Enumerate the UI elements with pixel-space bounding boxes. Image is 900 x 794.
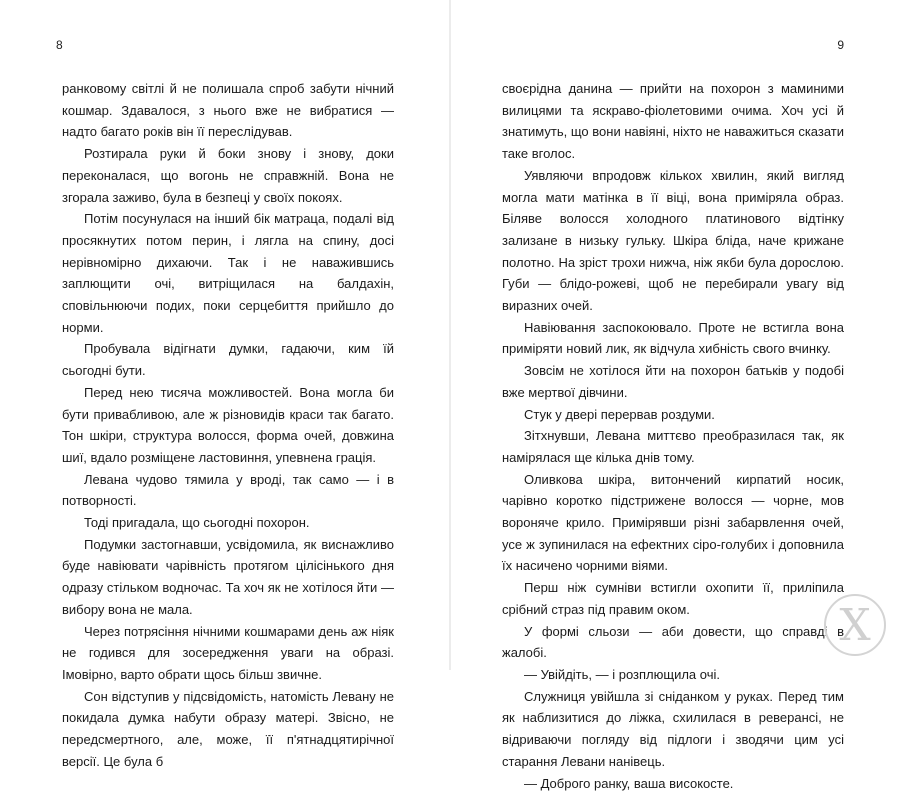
page-number-right: 9 — [837, 38, 844, 52]
paragraph: — Доброго ранку, ваша високосте. — [502, 773, 844, 794]
paragraph: ранковому світлі й не полишала спроб забути нічний кошмар. Здавалося, з нього вже не вибратися — надто багато років він її переслідував. — [62, 78, 394, 143]
publisher-logo-icon — [824, 594, 886, 656]
paragraph: Подумки застогнавши, усвідомила, як виснажливо буде навіювати чарівність протягом цілісінького дня одразу стільком водночас. Та хоч як не хотілося йти — вибору вона не мала. — [62, 534, 394, 621]
paragraph: Розтирала руки й боки знову і знову, доки переконалася, що вогонь не справжній. Вона не згорала заживо, була в безпеці у своїх покоях. — [62, 143, 394, 208]
paragraph: — Увійдіть, — і розплющила очі. — [502, 664, 844, 686]
left-page-text — [62, 78, 394, 773]
paragraph: Навіювання заспокоювало. Проте не встигла вона приміряти новий лик, як відчула хибність свого вчинку. — [502, 317, 844, 360]
paragraph: У формі сльози — аби довести, що справді в жалобі. — [502, 621, 844, 664]
page-number-left: 8 — [56, 38, 63, 52]
paragraph: Перед нею тисяча можливостей. Вона могла би бути привабливою, але ж різновидів краси так багато. Тон шкіри, структура волосся, форма очей, довжина шиї, вдало розміщене ластовиння, упевнена грація. — [62, 382, 394, 469]
paragraph: Сон відступив у підсвідомість, натомість Левану не покидала думка набути образу матері. Звісно, не передсмертного, але, може, її п'ятнадцятирічної версії. Це була б — [62, 686, 394, 773]
paragraph: Уявляючи впродовж кількох хвилин, який вигляд могла мати матінка в її віці, вона приміряла образ. Біляве волосся холодного платинового відтінку зализане в низьку гульку. Шкіра бліда, наче крижане полотно. На зріст трохи нижча, ніж якби була дорослою. Губи — блідо-рожеві, щоб не перебирали увагу від виразних очей. — [502, 165, 844, 317]
watermark-letter: Х — [839, 600, 870, 651]
paragraph: Оливкова шкіра, витончений кирпатий носик, чарівно коротко підстрижене волосся — чорне, мов вороняче крило. Примірявши різні забарвлення очей, усе ж зупинилася на ефектних сіро-голубих і доповнила їх насичено чорними віями. — [502, 469, 844, 578]
paragraph: Через потрясіння нічними кошмарами день аж ніяк не годився для зосередження уваги на образі. Імовірно, варто обрати щось більш звичне. — [62, 621, 394, 686]
paragraph: Стук у двері перервав роздуми. — [502, 404, 844, 426]
paragraph: Служниця увійшла зі сніданком у руках. Перед тим як наблизитися до ліжка, схилилася в реверансі, не відриваючи погляду від підлоги і зводячи цим усі старання Левани нанівець. — [502, 686, 844, 773]
paragraph: Зітхнувши, Левана миттєво преобразилася так, як намірялася ще кілька днів тому. — [502, 425, 844, 468]
right-page — [450, 0, 900, 670]
paragraph: Тоді пригадала, що сьогодні похорон. — [62, 512, 394, 534]
paragraph: Перш ніж сумніви встигли охопити її, приліпила срібний страз під правим оком. — [502, 577, 844, 620]
paragraph: Потім посунулася на інший бік матраца, подалі від просякнутих потом перин, і лягла на спину, досі нерівномірно дихаючи. Так і не наважившись заплющити очі, витріщилася на балдахін, сповільнюючи подих, поки серцебиття прийшло до норми. — [62, 208, 394, 338]
paragraph: своєрідна данина — прийти на похорон з маминими вилицями та яскраво-фіолетовими очима. Хоч усі й знатимуть, що вони навіяні, ніхто не наважиться сказати таке вголос. — [502, 78, 844, 165]
paragraph: Левана чудово тямила у вроді, так само — і в потворності. — [62, 469, 394, 512]
paragraph: Зовсім не хотілося йти на похорон батьків у подобі вже мертвої дівчини. — [502, 360, 844, 403]
right-page-text — [502, 78, 844, 794]
paragraph: Пробувала відігнати думки, гадаючи, ким їй сьогодні бути. — [62, 338, 394, 381]
left-page — [0, 0, 450, 670]
